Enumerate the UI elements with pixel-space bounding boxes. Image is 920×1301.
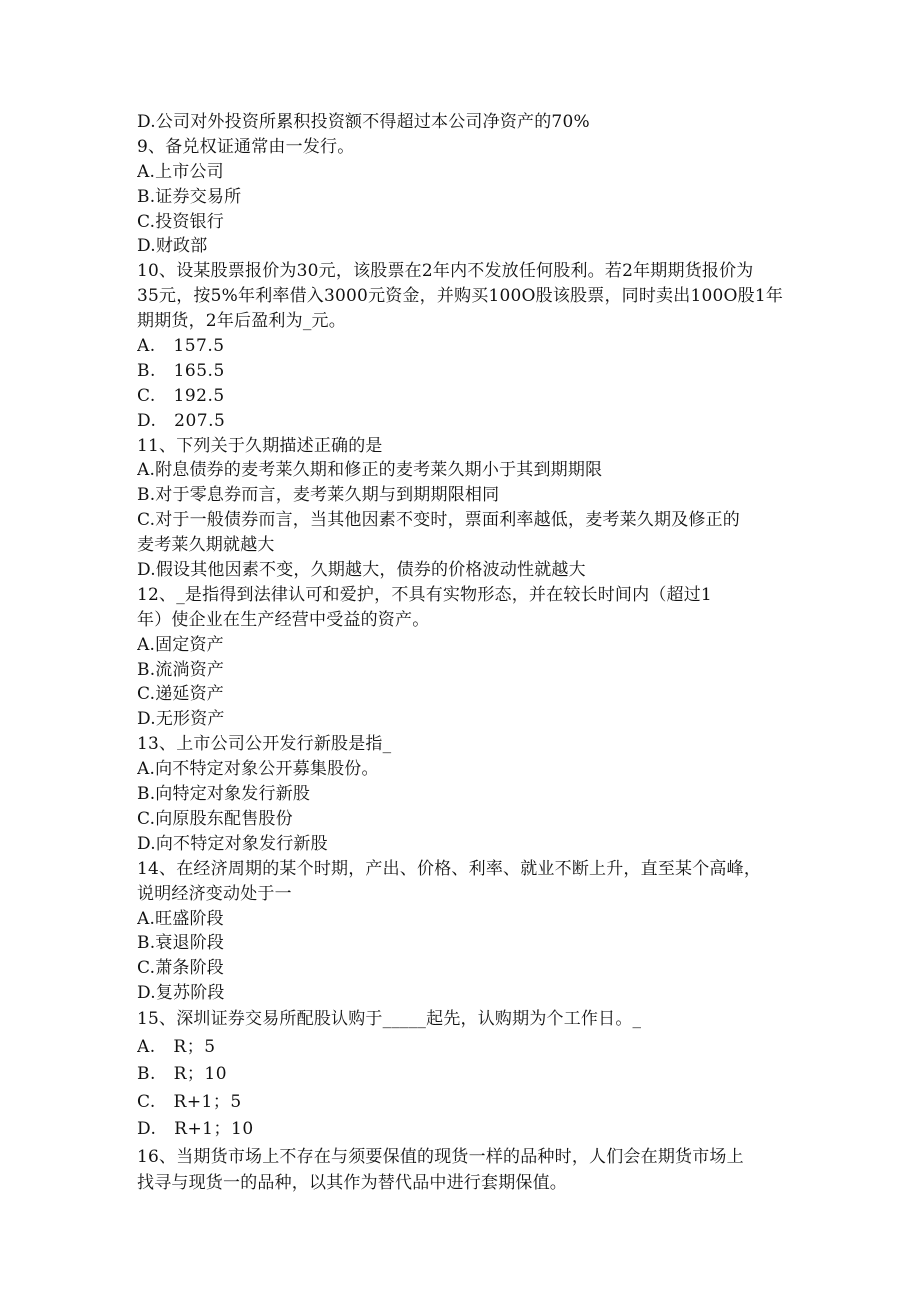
question-14-line-2: 说明经济变动处于一 bbox=[137, 883, 292, 904]
question-16-line-1: 16、当期货市场上不存在与须要保值的现货一样的品种时，人们会在期货市场上 bbox=[137, 1146, 744, 1167]
q10-option-b: B. 165.5 bbox=[137, 360, 225, 381]
q11-option-d: D.假设其他因素不变，久期越大，债券的价格波动性就越大 bbox=[137, 560, 586, 581]
q12-option-d: D.无形资产 bbox=[137, 709, 225, 730]
q9-option-a: A.上市公司 bbox=[137, 161, 224, 182]
q10-option-d: D. 207.5 bbox=[137, 410, 226, 431]
question-16-line-2: 找寻与现货一的品种，以其作为替代品中进行套期保值。 bbox=[137, 1173, 567, 1194]
question-10-line-1: 10、设某股票报价为30元，该股票在2年内不发放任何股利。若2年期期货报价为 bbox=[137, 261, 754, 282]
q13-option-a: A.向不特定对象公开募集股份。 bbox=[137, 759, 379, 780]
q15-option-c: C. R+1；5 bbox=[137, 1091, 242, 1112]
q12-option-c: C.递延资产 bbox=[137, 684, 225, 705]
question-14-line-1: 14、在经济周期的某个时期，产出、价格、利率、就业不断上升，直至某个高峰， bbox=[137, 858, 762, 879]
q15-option-a: A. R；5 bbox=[137, 1036, 216, 1057]
question-9: 9、备兑权证通常由一发行。 bbox=[137, 136, 355, 157]
q14-option-b: B.衰退阶段 bbox=[137, 933, 225, 954]
q15-option-b: B. R；10 bbox=[137, 1064, 228, 1085]
q11-option-b: B.对于零息券而言，麦考莱久期与到期期限相同 bbox=[137, 485, 500, 506]
question-12-line-2: 年）使企业在生产经营中受益的资产。 bbox=[137, 609, 430, 630]
q14-option-a: A.旺盛阶段 bbox=[137, 908, 224, 929]
q13-option-b: B.向特定对象发行新股 bbox=[137, 784, 311, 805]
q10-option-c: C. 192.5 bbox=[137, 385, 225, 406]
q11-option-c-line-2: 麦考莱久期就越大 bbox=[137, 535, 275, 556]
q13-option-c: C.向原股东配售股份 bbox=[137, 808, 293, 829]
question-12-line-1: 12、_是指得到法律认可和爱护，不具有实物形态，并在较长时间内（超过1 bbox=[137, 584, 712, 605]
q14-option-c: C.萧条阶段 bbox=[137, 958, 225, 979]
question-13: 13、上市公司公开发行新股是指_ bbox=[137, 734, 392, 755]
option-d-investment-limit: D.公司对外投资所累积投资额不得超过本公司净资产的70% bbox=[137, 112, 590, 132]
q11-option-c-line-1: C.对于一般债券而言，当其他因素不变时，票面利率越低，麦考莱久期及修正的 bbox=[137, 510, 741, 531]
question-11: 11、下列关于久期描述正确的是 bbox=[137, 435, 383, 456]
q11-option-a: A.附息债券的麦考莱久期和修正的麦考莱久期小于其到期期限 bbox=[137, 460, 603, 481]
question-10-line-2: 35元，按5%年利率借入3000元资金，并购买100O股该股票，同时卖出100O股1年 bbox=[137, 286, 784, 307]
document-page bbox=[137, 110, 787, 1196]
q12-option-b: B.流淌资产 bbox=[137, 659, 225, 680]
q9-option-c: C.投资银行 bbox=[137, 211, 225, 232]
q15-option-d: D. R+1；10 bbox=[137, 1119, 254, 1140]
question-10-line-3: 期期货，2年后盈利为_元。 bbox=[137, 311, 346, 332]
q12-option-a: A.固定资产 bbox=[137, 634, 224, 655]
question-15: 15、深圳证券交易所配股认购于_____起先，认购期为个工作日。_ bbox=[137, 1009, 642, 1030]
q13-option-d: D.向不特定对象发行新股 bbox=[137, 833, 328, 854]
q9-option-d: D.财政部 bbox=[137, 236, 208, 257]
q9-option-b: B.证券交易所 bbox=[137, 186, 242, 207]
q14-option-d: D.复苏阶段 bbox=[137, 983, 225, 1004]
q10-option-a: A. 157.5 bbox=[137, 336, 225, 357]
